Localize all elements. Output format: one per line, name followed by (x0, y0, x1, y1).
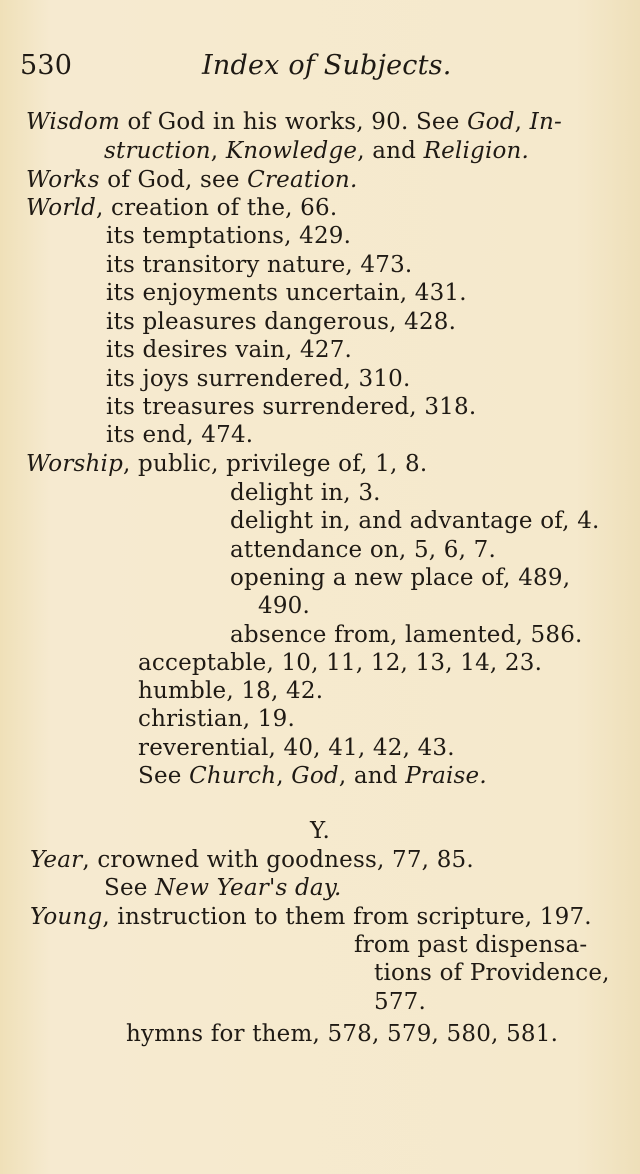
subentry-see (138, 762, 487, 790)
subentry: its joys surrendered, 310. (106, 366, 411, 392)
entry-punct: , (514, 109, 523, 135)
subentry: from past dispensa- (354, 932, 588, 958)
entry-ref: God (291, 763, 339, 789)
subentry: attendance on, 5, 6, 7. (230, 537, 497, 563)
entry-ref: Church (189, 763, 277, 789)
subentry: delight in, and advantage of, 4. (230, 508, 600, 534)
entry-wisdom (26, 108, 562, 136)
section-letter: Y. (310, 818, 330, 844)
entry-ref: God (467, 109, 515, 135)
entry-world (26, 194, 337, 222)
entry-wisdom-cont (104, 137, 529, 165)
entry-young (30, 903, 592, 931)
entry-head: Year (30, 847, 83, 873)
entry-head: Wisdom (26, 109, 120, 135)
subentry: absence from, lamented, 586. (230, 622, 583, 648)
entry-head: World (26, 195, 96, 221)
subentry: opening a new place of, 489, (230, 565, 571, 591)
entry-text: , instruction to them from scripture, 197. (102, 904, 592, 930)
subentry: 577. (374, 989, 427, 1015)
entry-year (30, 846, 474, 874)
subentry: acceptable, 10, 11, 12, 13, 14, 23. (138, 650, 543, 676)
entry-head: Young (30, 904, 103, 930)
entry-worship (26, 450, 427, 478)
entry-works (26, 166, 357, 194)
subentry: tions of Providence, (374, 960, 610, 986)
entry-ref: Knowledge (225, 138, 358, 164)
entry-text: , and (338, 763, 398, 789)
subentry: humble, 18, 42. (138, 678, 324, 704)
subentry: hymns for them, 578, 579, 580, 581. (126, 1021, 559, 1047)
entry-text: of God in his works, 90. See (127, 109, 460, 135)
subentry: christian, 19. (138, 706, 295, 732)
entry-punct: , (210, 138, 219, 164)
entry-ref: Creation. (247, 167, 358, 193)
subentry: its enjoyments uncertain, 431. (106, 280, 467, 306)
subentry-see (104, 874, 341, 902)
entry-text: , creation of the, 66. (96, 195, 338, 221)
entry-ref: struction (104, 138, 211, 164)
page-title: Index of Subjects. (202, 50, 452, 81)
entry-text: , crowned with goodness, 77, 85. (82, 847, 474, 873)
entry-ref: In- (529, 109, 562, 135)
subentry: delight in, 3. (230, 480, 381, 506)
entry-ref: New Year's day. (155, 875, 342, 901)
page-number: 530 (20, 50, 73, 81)
entry-head: Works (26, 167, 100, 193)
entry-text: , and (357, 138, 417, 164)
subentry: its transitory nature, 473. (106, 252, 413, 278)
subentry: reverential, 40, 41, 42, 43. (138, 735, 455, 761)
entry-text: See (138, 763, 182, 789)
entry-ref: Religion. (423, 138, 530, 164)
entry-ref: Praise. (405, 763, 487, 789)
entry-punct: , (276, 763, 284, 789)
subentry: its desires vain, 427. (106, 337, 353, 363)
subentry: its temptations, 429. (106, 223, 352, 249)
subentry: its treasures surrendered, 318. (106, 394, 477, 420)
entry-text: See (104, 875, 148, 901)
entry-text: , public, privilege of, 1, 8. (123, 451, 428, 477)
subentry: its pleasures dangerous, 428. (106, 309, 457, 335)
subentry: its end, 474. (106, 422, 254, 448)
entry-text: of God, see (107, 167, 240, 193)
subentry: 490. (258, 593, 311, 619)
entry-head: Worship (26, 451, 124, 477)
